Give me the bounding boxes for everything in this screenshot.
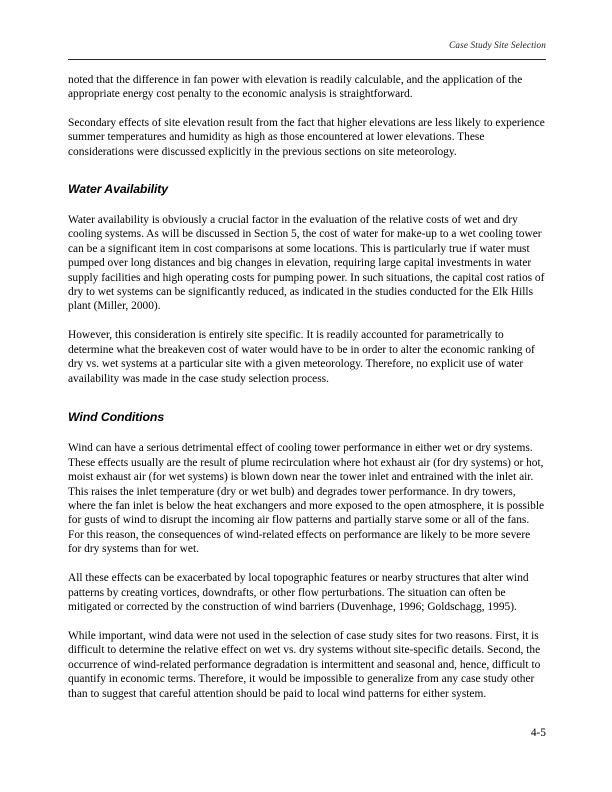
- heading-wind-conditions: Wind Conditions: [68, 410, 165, 425]
- paragraph-water-1: Water availability is obviously a crucial factor in the evaluation of the relative costs of wet and dry cooling systems. As will be discussed in Section 5, the cost of water for make-up to a wet cooling tower can be a significant item in cost comparisons at some locations. This is particularly true if water must pumped over long distances and big changes in elevation, requiring large capital investments in water supply facilities and high operating costs for pumping power. In such situations, the capital cost ratios of dry to wet systems can be significantly reduced, as indicated in the studies conducted for the Elk Hills plant (Miller, 2000).: [68, 213, 545, 313]
- paragraph-water-2: However, this consideration is entirely site specific. It is readily accounted for parametrically to determine what the breakeven cost of water would have to be in order to alter the economic ranking of dry vs. wet systems at a particular site with a given meteorology. Therefore, no explicit use of water availability was made in the case study selection process.: [68, 329, 535, 385]
- paragraph-secondary-effects: Secondary effects of site elevation result from the fact that higher elevations are less likely to experience summer temperatures and humidity as high as those encountered at lower elevations. These considerations were discussed explicitly in the previous sections on site meteorology.: [68, 116, 545, 158]
- section-water-availability-heading: [68, 182, 546, 196]
- header-divider: [68, 59, 546, 60]
- paragraph-wind-3: While important, wind data were not used in the selection of case study sites for two reasons. First, it is difficult to determine the relative effect on wet vs. dry systems without site-specific details. Second, the occurrence of wind-related performance degradation is intermittent and seasonal and, hence, difficult to quantify in economic terms. Therefore, it would be impossible to generalize from any case study other than to suggest that careful attention should be paid to local wind patterns for either system.: [68, 629, 541, 700]
- page-number: 4-5: [530, 727, 546, 739]
- heading-water-availability: Water Availability: [68, 181, 169, 196]
- running-head-text: Case Study Site Selection: [449, 40, 546, 50]
- paragraph-wind-1: Wind can have a serious detrimental effect of cooling tower performance in either wet or dry systems. These effects usually are the result of plume recirculation where hot exhaust air (for dry systems) or hot, moist exhaust air (for wet systems) is blown down near the tower inlet and entrained with the inlet air. This raises the inlet temperature (dry or wet bulb) and degrades tower performance. In dry towers, where the fan inlet is below the heat exchangers and more exposed to the open atmosphere, it is possible for gusts of wind to disrupt the incoming air flow patterns and partially starve some or all of the fans. For this reason, the consequences of wind-related effects on performance are likely to be more severe for dry systems than for wet.: [68, 442, 545, 556]
- section-wind-conditions-heading: [68, 410, 546, 424]
- running-head: [68, 0, 546, 60]
- page-content: [68, 0, 546, 701]
- paragraph-elevation-continued: noted that the difference in fan power with elevation is readily calculable, and the application of the appropriate energy cost penalty to the economic analysis is straightforward.: [68, 73, 523, 101]
- paragraph-wind-2: All these effects can be exacerbated by local topographic features or nearby structures that alter wind patterns by creating vortices, downdrafts, or other flow perturbations. The situation can often be mitigated or corrected by the construction of wind barriers (Duvenhage, 1996; Goldschagg, 1995).: [68, 572, 529, 614]
